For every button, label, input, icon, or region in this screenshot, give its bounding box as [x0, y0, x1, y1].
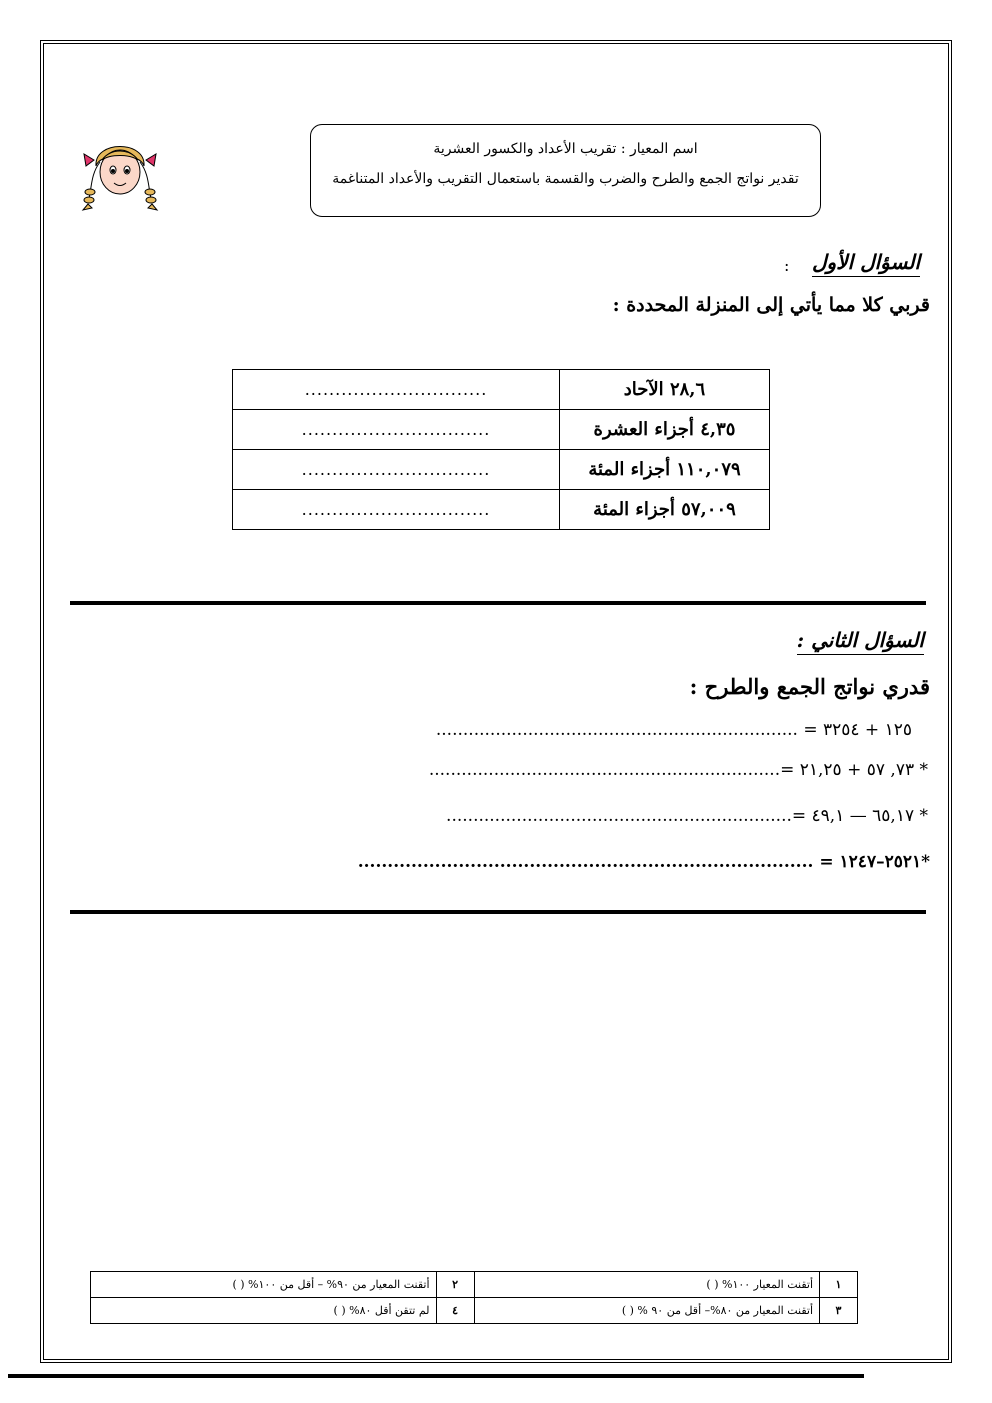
answer-blank[interactable]: ................................................................. [428, 760, 781, 780]
question1-colon: : [784, 256, 790, 275]
section-divider [70, 910, 926, 914]
rubric-level[interactable]: أتقنت المعيار من ٨٠%– أقل من ٩٠ % ( ) [474, 1298, 820, 1324]
estimate-item [436, 720, 912, 740]
answer-blank[interactable]: ............................... [233, 410, 560, 450]
table-row [91, 1298, 858, 1324]
answer-blank[interactable]: .............................. [233, 370, 560, 410]
estimate-item [358, 852, 930, 872]
rubric-number: ١ [820, 1272, 858, 1298]
estimate-expression: ١٢٥ + ٣٢٥٤ = [797, 720, 912, 740]
estimate-item [446, 806, 928, 826]
answer-blank[interactable]: ............................... [233, 450, 560, 490]
question1-title: السؤال الأول [812, 250, 920, 277]
girl-face-icon [80, 130, 160, 212]
page-border-inner [43, 43, 949, 1360]
answer-blank[interactable]: ................................................................ [446, 806, 792, 826]
standard-name: اسم المعيار : تقريب الأعداد والكسور العشرية [433, 141, 698, 157]
answer-blank[interactable]: ................................................................... [435, 720, 798, 740]
table-row [233, 370, 770, 410]
table-row [233, 450, 770, 490]
answer-blank[interactable]: ............................................................................. [357, 852, 814, 872]
question1-instruction: قربي كلا مما يأتي إلى المنزلة المحددة : [612, 294, 930, 316]
rounding-table [232, 369, 770, 530]
question2-instruction: قدري نواتج الجمع والطرح : [689, 674, 930, 699]
rubric-level[interactable]: أتقنت المعيار من ٩٠% – أقل من ١٠٠% ( ) [91, 1272, 437, 1298]
rounding-prompt: ٥٧,٠٠٩ أجزاء المئة [560, 490, 770, 530]
rounding-prompt: ٢٨,٦ الآحاد [560, 370, 770, 410]
table-row [91, 1272, 858, 1298]
table-row [233, 410, 770, 450]
mastery-rubric-table [90, 1271, 858, 1324]
rubric-number: ٢ [436, 1272, 474, 1298]
estimate-item [429, 760, 928, 780]
table-row [233, 490, 770, 530]
section-divider [70, 601, 926, 605]
rounding-prompt: ٤,٣٥ أجزاء العشرة [560, 410, 770, 450]
page-bottom-rule [8, 1374, 864, 1378]
estimate-expression: * ٦٥,١٧ — ٤٩,١ = [791, 806, 928, 826]
standard-description: تقدير نواتج الجمع والطرح والضرب والقسمة باستعمال التقريب والأعداد المتناغمة [332, 171, 799, 187]
question2-title: السؤال الثاني : [797, 628, 924, 655]
answer-blank[interactable]: ............................... [233, 490, 560, 530]
rubric-number: ٤ [436, 1298, 474, 1324]
rubric-level[interactable]: أتقنت المعيار ١٠٠% ( ) [474, 1272, 820, 1298]
rubric-level[interactable]: لم تتقن أقل ٨٠% ( ) [91, 1298, 437, 1324]
estimate-expression: *٢٥٢١–١٢٤٧ = [813, 852, 930, 872]
estimate-expression: * ٧٣, ٥٧ + ٢١,٢٥ = [780, 760, 928, 780]
standard-header-box [310, 124, 821, 217]
rubric-number: ٣ [820, 1298, 858, 1324]
rounding-prompt: ١١٠,٠٧٩ أجزاء المئة [560, 450, 770, 490]
